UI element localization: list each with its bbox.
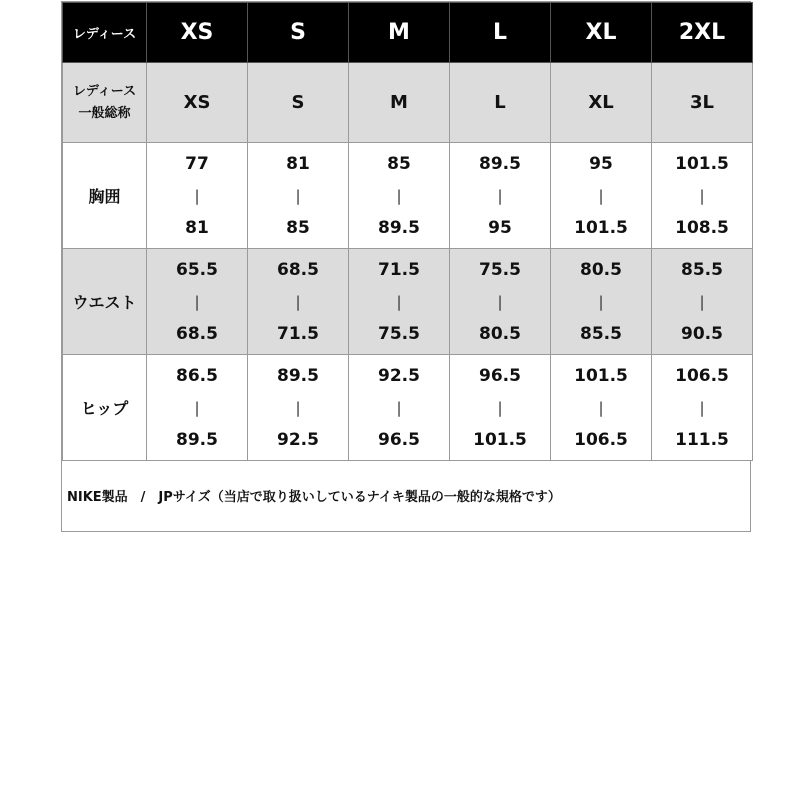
range-max: 106.5 — [574, 429, 628, 450]
range-max: 101.5 — [473, 429, 527, 450]
range-max: 85.5 — [580, 323, 622, 344]
header-size: XS — [147, 3, 248, 63]
range-min: 81 — [286, 153, 310, 174]
range-max: 89.5 — [176, 429, 218, 450]
header-size: M — [349, 3, 450, 63]
header-label: レディース — [63, 3, 147, 63]
header-size: XL — [551, 3, 652, 63]
range-separator: | — [194, 292, 200, 311]
range-separator: | — [598, 398, 604, 417]
range-max: 92.5 — [277, 429, 319, 450]
range-max: 90.5 — [681, 323, 723, 344]
range-cell — [652, 249, 753, 355]
header-size: L — [450, 3, 551, 63]
chest-row — [63, 143, 753, 249]
range-cell — [450, 249, 551, 355]
range-max: 75.5 — [378, 323, 420, 344]
range-max: 68.5 — [176, 323, 218, 344]
range-cell — [248, 249, 349, 355]
range-cell — [551, 143, 652, 249]
general-size: XS — [147, 63, 248, 143]
range-min: 101.5 — [675, 153, 729, 174]
general-size: 3L — [652, 63, 753, 143]
general-size: XL — [551, 63, 652, 143]
footnote: NIKE製品 / JPサイズ（当店で取り扱いしているナイキ製品の一般的な規格です） — [67, 490, 561, 505]
range-cell — [248, 355, 349, 461]
header-size: S — [248, 3, 349, 63]
range-cell — [652, 143, 753, 249]
range-cell — [652, 355, 753, 461]
general-label-line1: レディース — [72, 83, 137, 99]
range-min: 77 — [185, 153, 209, 174]
range-separator: | — [699, 186, 705, 205]
range-max: 108.5 — [675, 217, 729, 238]
header-size: 2XL — [652, 3, 753, 63]
size-chart — [61, 1, 751, 532]
general-size: M — [349, 63, 450, 143]
range-cell — [349, 143, 450, 249]
range-min: 106.5 — [675, 365, 729, 386]
range-cell — [147, 143, 248, 249]
hip-row — [63, 355, 753, 461]
measurement-label: ヒップ — [63, 355, 147, 461]
range-min: 96.5 — [479, 365, 521, 386]
range-min: 68.5 — [277, 259, 319, 280]
range-separator: | — [497, 186, 503, 205]
range-min: 80.5 — [580, 259, 622, 280]
range-separator: | — [194, 398, 200, 417]
range-max: 80.5 — [479, 323, 521, 344]
general-label-line2: 一般総称 — [78, 105, 131, 121]
header-row — [63, 3, 753, 63]
range-min: 65.5 — [176, 259, 218, 280]
range-min: 89.5 — [479, 153, 521, 174]
range-max: 89.5 — [378, 217, 420, 238]
range-min: 71.5 — [378, 259, 420, 280]
range-separator: | — [295, 292, 301, 311]
range-separator: | — [497, 398, 503, 417]
measurement-label: ウエスト — [63, 249, 147, 355]
range-separator: | — [396, 292, 402, 311]
range-max: 96.5 — [378, 429, 420, 450]
range-min: 85 — [387, 153, 411, 174]
range-cell — [450, 143, 551, 249]
range-max: 81 — [185, 217, 209, 238]
range-separator: | — [699, 398, 705, 417]
range-separator: | — [295, 186, 301, 205]
range-cell — [349, 355, 450, 461]
range-min: 85.5 — [681, 259, 723, 280]
range-cell — [147, 249, 248, 355]
range-cell — [551, 355, 652, 461]
range-min: 101.5 — [574, 365, 628, 386]
range-separator: | — [396, 398, 402, 417]
range-cell — [551, 249, 652, 355]
general-size: L — [450, 63, 551, 143]
range-max: 95 — [488, 217, 512, 238]
measurement-label: 胸囲 — [63, 143, 147, 249]
range-separator: | — [598, 292, 604, 311]
range-max: 71.5 — [277, 323, 319, 344]
range-separator: | — [194, 186, 200, 205]
range-cell — [248, 143, 349, 249]
size-table — [62, 2, 753, 461]
range-separator: | — [699, 292, 705, 311]
waist-row — [63, 249, 753, 355]
general-size-label — [63, 63, 147, 143]
range-max: 101.5 — [574, 217, 628, 238]
range-max: 85 — [286, 217, 310, 238]
range-separator: | — [295, 398, 301, 417]
general-size-row — [63, 63, 753, 143]
range-min: 95 — [589, 153, 613, 174]
range-min: 92.5 — [378, 365, 420, 386]
range-cell — [147, 355, 248, 461]
range-min: 89.5 — [277, 365, 319, 386]
range-min: 75.5 — [479, 259, 521, 280]
range-max: 111.5 — [675, 429, 729, 450]
range-separator: | — [396, 186, 402, 205]
range-separator: | — [497, 292, 503, 311]
range-min: 86.5 — [176, 365, 218, 386]
range-separator: | — [598, 186, 604, 205]
general-size: S — [248, 63, 349, 143]
range-cell — [349, 249, 450, 355]
range-cell — [450, 355, 551, 461]
